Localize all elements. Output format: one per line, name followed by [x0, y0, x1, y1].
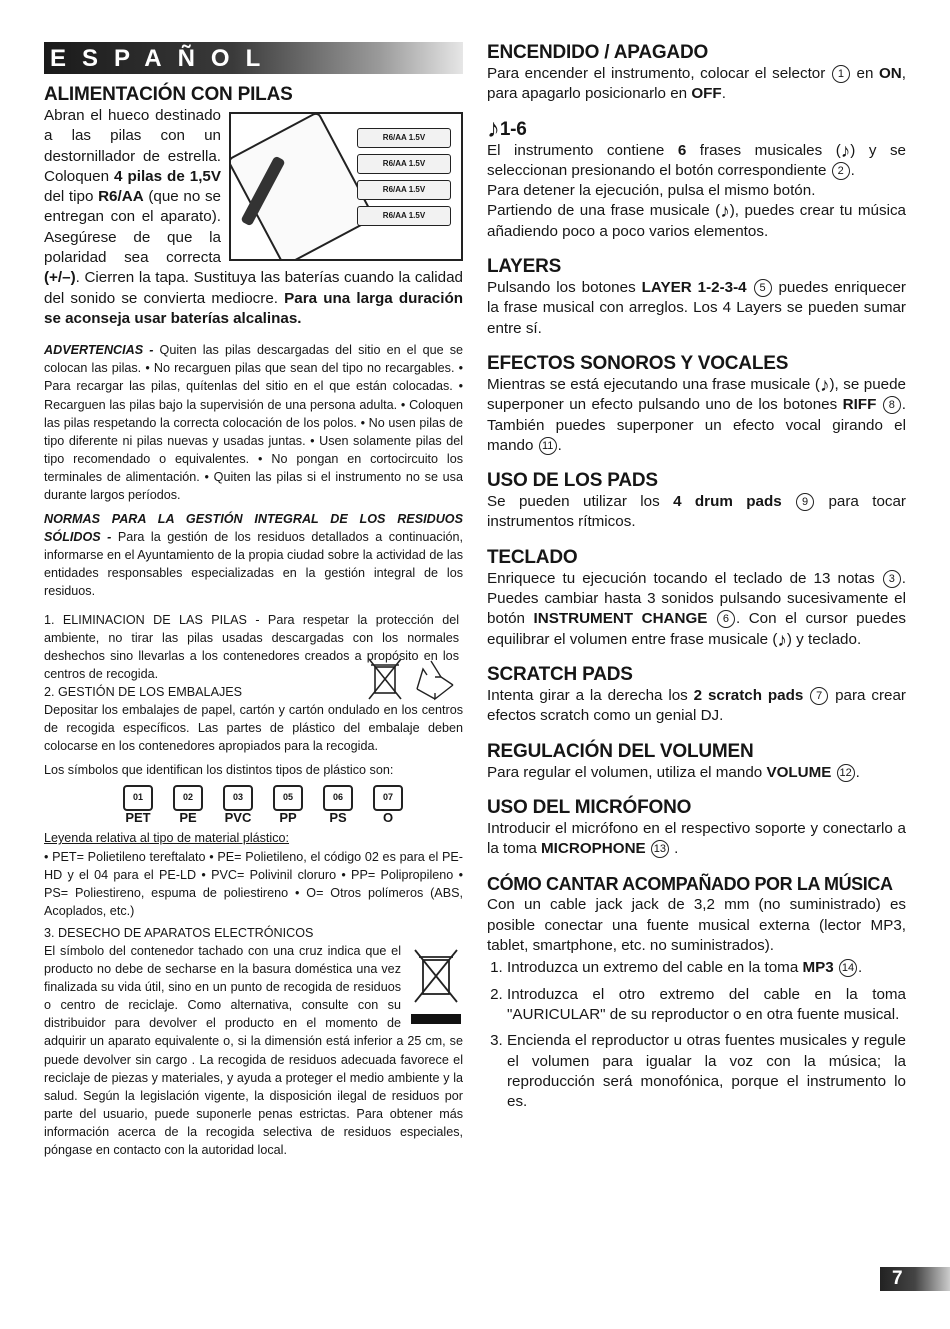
pads-text: Se pueden utilizar los 4 drum pads 9 para tocar instrumentos rítmicos.: [487, 493, 906, 531]
music-note-icon: ♪: [720, 201, 730, 223]
music-note-icon: ♪: [777, 629, 787, 651]
recycle-icon: [417, 661, 453, 699]
callout-number: 8: [883, 396, 901, 414]
electronics-title: 3. DESECHO DE APARATOS ELECTRÓNICOS: [44, 925, 314, 940]
power-text: Para encender el instrumento, colocar el selector 1 en ON, para apagarlo posicionarlo en OFF.: [487, 65, 906, 103]
battery-instructions: Abran el hueco destinado a las pilas con un destornillador de estrella. Coloquen 4 pilas de 1,5V del tipo R6/AA (que no se entregan con el aparato). Asegúrese de que la polaridad sea correcta (+/–). Cierren la tapa. Sustituya las baterías cuando la calidad del sonido se convierta mediocre. Para una larga duración se aconseja usar baterías alcalinas.: [44, 107, 463, 327]
packaging-text: Depositar los embalajes de papel, cartón y cartón ondulado en los centros de recogida específicos. Las partes de plástico del embalaje deben colocarse en los contenedores apropiados para la recogida.: [44, 703, 463, 754]
recycle-icons: [365, 655, 463, 705]
warnings-paragraph: ADVERTENCIAS - Quiten las pilas descargadas del sitio en el que se colocan las pilas. • No recarguen pilas que sean del tipo no recargables. • Para recargar las pilas, quítenlas del sitio en el que están colocadas. • Recarguen las pilas bajo la supervisión de una persona adulta. • Coloquen las pilas respetando la correcta colocación de los polos. • No usen pilas de tipo diferente ni pilas nuevas y usadas juntas. • Usen solamente pilas del tipo recomendado o equivalentes. • No pongan en cortocircuito los terminales de alimentación. • Quiten las pilas si el instrumento no se usa durante largos períodos.: [44, 343, 463, 503]
microphone-title: USO DEL MICRÓFONO: [487, 796, 692, 818]
plastic-symbols: [116, 785, 463, 825]
electronics-text: El símbolo del contenedor tachado con una cruz indica que el producto no debe de secharse en la basura doméstica una vez finalizada su vida útil, sino en un punto de recogida de residuos o centro de reciclaje. Como alternativa, consulte con su distribuidor para devolver el producto en el momento de adquirir un aparato equivalente o, si la dimensión está inferior a 25 cm, se puede devolver sin cargo . La recogida de residuos adecuada favorece el reciclaje de piezas y materiales, y ayuda a proteger el medio ambiente y la salud. Según la legislación vigente, la disposición ilegal de residuos por parte del usuario, puede suponerle penas estrictas. Para obtener más información acerca de la recogida selectiva de residuos especiales, póngase en contacto con la autoridad local.: [44, 943, 463, 1158]
waste-rules-paragraph: NORMAS PARA LA GESTIÓN INTEGRAL DE LOS RESIDUOS SÓLIDOS - Para la gestión de los residuos detallados a continuación, informarse en el Ayuntamiento de la propia ciudad sobre la actividad de las entidades responsables especializadas en la gestión integral de los residuos.: [44, 512, 463, 599]
battery-disposal: 1. ELIMINACION DE LAS PILAS - Para respetar la protección del ambiente, no tirar las pilas usadas descargadas con los normales deshechos sino llevarlas a los contenedores creados a propósito en los centros de recogida.: [44, 612, 459, 681]
language-banner: ESPAÑOL: [44, 42, 463, 74]
phrases-text: El instrumento contiene 6 frases musicales (♪) y se seleccionan presionando el botón correspondiente 2 .: [487, 140, 906, 179]
phrases-create: Partiendo de una frase musicale (♪), puedes crear tu música añadiendo poco a poco varios elementos.: [487, 201, 907, 240]
pads-title: USO DE LOS PADS: [487, 470, 658, 492]
effects-title: EFECTOS SONOROS Y VOCALES: [487, 352, 789, 374]
keyboard-title: TECLADO: [487, 546, 578, 568]
sing-along-title: CÓMO CANTAR ACOMPAÑADO POR LA MÚSICA: [487, 874, 893, 895]
phrases-stop: Para detener la ejecución, pulsa el mismo botón.: [487, 182, 816, 200]
callout-number: 1: [832, 65, 850, 83]
crossed-bin-icon: [369, 659, 401, 699]
phrases-title: ♪1-6: [487, 112, 527, 143]
callout-number: 5: [754, 279, 772, 297]
callout-number: 6: [717, 610, 735, 628]
list-item: 2. Introduzca el otro extremo del cable en la toma "AURICULAR" de su reproductor o en otra fuente musical.: [507, 985, 906, 1026]
callout-number: 11: [539, 437, 557, 455]
music-note-icon: ♪: [487, 112, 500, 143]
plastic-symbol-icon: 05 PP: [266, 785, 310, 825]
music-note-icon: ♪: [840, 140, 851, 162]
right-column: [487, 42, 906, 1118]
battery-section-title: ALIMENTACIÓN CON PILAS: [44, 84, 293, 105]
music-note-icon: ♪: [819, 374, 830, 396]
weee-bin-icon: [409, 944, 463, 1026]
plastic-symbol-icon: 07 O: [366, 785, 410, 825]
battery-icon: R6/AA 1.5V: [357, 128, 451, 148]
sing-along-intro: Con un cable jack jack de 3,2 mm (no suministrado) es posible conectar una fuente musical externa (lector MP3, tablet, smartphone, etc. no suministrados).: [487, 896, 906, 955]
battery-icon: R6/AA 1.5V: [357, 154, 451, 174]
plastic-intro: Los símbolos que identifican los distintos tipos de plástico son:: [44, 763, 394, 778]
page-number: 7: [880, 1267, 950, 1291]
layers-title: LAYERS: [487, 256, 562, 278]
microphone-text: Introducir el micrófono en el respectivo soporte y conectarlo a la toma MICROPHONE 13 .: [487, 819, 906, 858]
plastic-legend-title: Leyenda relativa al tipo de material plástico:: [44, 831, 290, 846]
packaging-title: 2. GESTIÓN DE LOS EMBALAJES: [44, 684, 243, 699]
plastic-legend: • PET= Polietileno tereftalato • PE= Polietileno, el código 02 es para el PE-HD y el 04 para el PE-LD • PVC= Polivinil cloruro • PP= Polipropileno • PS= Poliestireno, espuma de poliestireno • O= Otros polímeros (ABS, Acoplados, etc.): [44, 849, 463, 918]
power-title: ENCENDIDO / APAGADO: [487, 42, 709, 63]
callout-number: 12: [837, 764, 855, 782]
battery-icon: R6/AA 1.5V: [357, 206, 451, 226]
effects-text: Mientras se está ejecutando una frase musicale (♪), se puede superponer un efecto pulsando uno de los botones RIFF 8 . También puedes superponer un efecto vocal girando el mando 11 .: [487, 374, 906, 454]
keyboard-text: Enriquece tu ejecución tocando el teclado de 13 notas 3 . Puedes cambiar hasta 3 sonidos pulsando sucesivamente el botón INSTRUMENT CHANGE 6 . Con el cursor puedes equilibrar el volumen entre frase musicale (♪) y teclado.: [487, 569, 906, 651]
callout-number: 9: [796, 493, 814, 511]
battery-icon: R6/AA 1.5V: [357, 180, 451, 200]
list-item: 3. Encienda el reproductor u otras fuentes musicales y regule el volumen para igualar la voz con la música; la reproducción será monofónica, porque el instrumento lo es.: [507, 1031, 906, 1112]
battery-figure: [229, 112, 463, 261]
callout-number: 7: [810, 687, 828, 705]
plastic-symbol-icon: 06 PS: [316, 785, 360, 825]
left-column: [44, 42, 463, 1159]
callout-number: 13: [651, 840, 669, 858]
layers-text: Pulsando los botones LAYER 1-2-3-4 5 puedes enriquecer la frase musical con arreglos. Los 4 Layers se pueden sumar entre sí.: [487, 279, 906, 337]
callout-number: 2: [832, 162, 850, 180]
plastic-symbol-icon: 01 PET: [116, 785, 160, 825]
scratch-title: SCRATCH PADS: [487, 663, 633, 685]
volume-text: Para regular el volumen, utiliza el mando VOLUME 12 .: [487, 763, 860, 781]
callout-number: 14: [839, 959, 857, 977]
callout-number: 3: [883, 570, 901, 588]
list-item: 1. Introduzca un extremo del cable en la toma MP3 14 .: [507, 958, 906, 978]
sing-along-steps: [487, 958, 906, 1112]
battery-lid-illustration: [229, 112, 376, 261]
volume-title: REGULACIÓN DEL VOLUMEN: [487, 740, 754, 762]
scratch-text: Intenta girar a la derecha los 2 scratch pads 7 para crear efectos scratch como un genial DJ.: [487, 686, 906, 725]
plastic-symbol-icon: 02 PE: [166, 785, 210, 825]
plastic-symbol-icon: 03 PVC: [216, 785, 260, 825]
